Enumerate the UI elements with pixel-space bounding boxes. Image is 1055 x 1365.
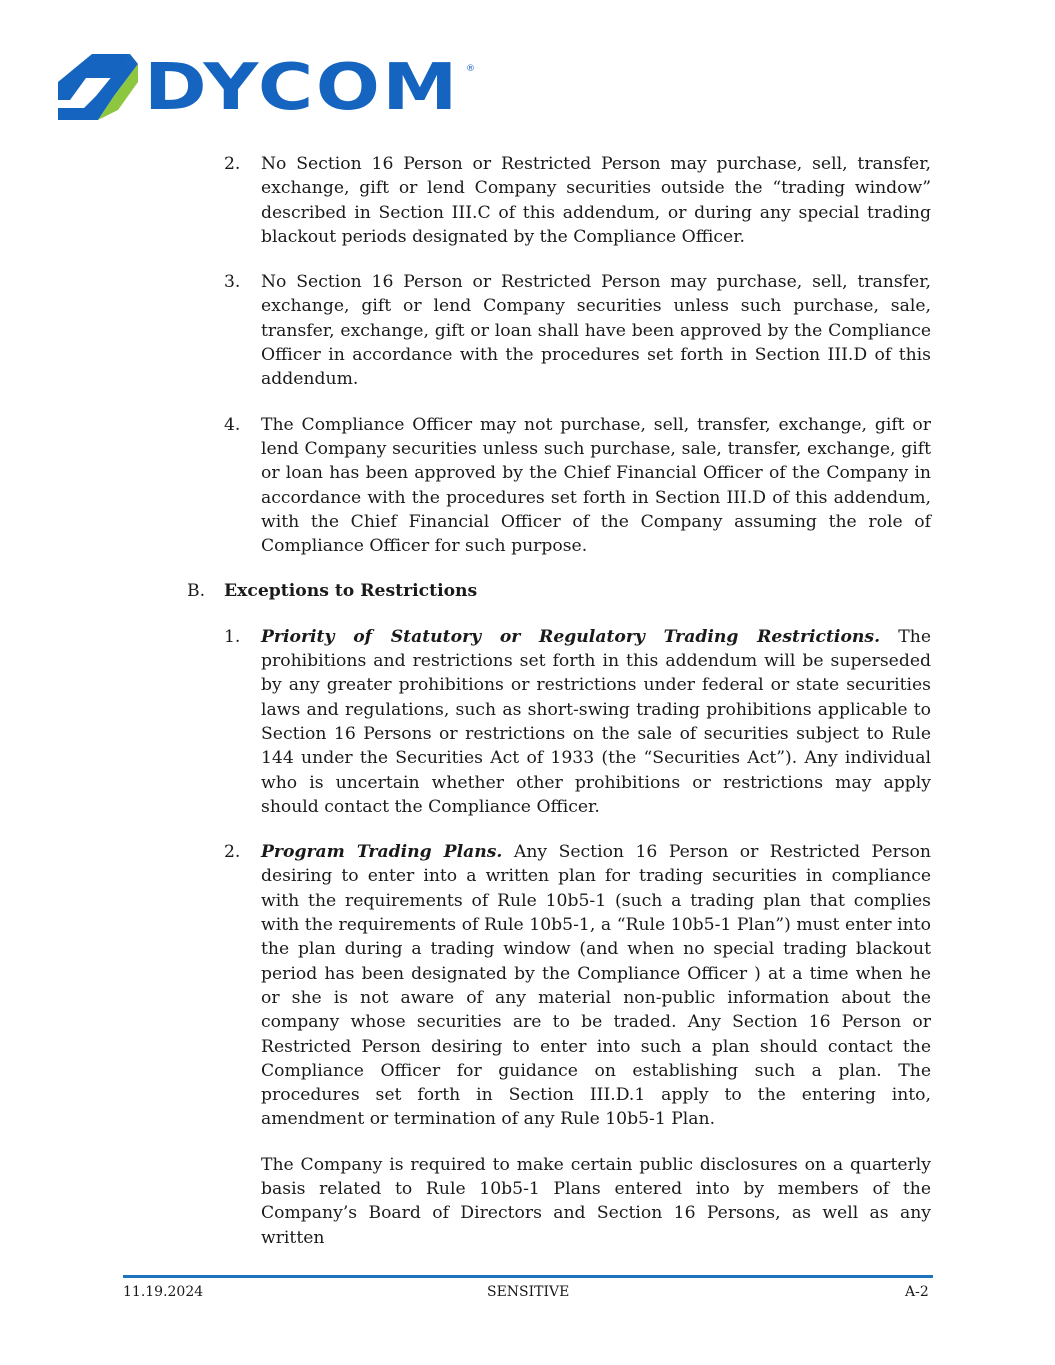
list-item-body: Any Section 16 Person or Restricted Person desiring to enter into a written plan for trading securities in compliance with the requirements of Rule 10b5-1 (such a trading plan that complies with the requirements of Rule 10b5-1, a “Rule 10b5-1 Plan”) must enter into the plan during a trading window (and when no special trading blackout period has been designated by the Compliance Officer ) at a time when he or she is not aware of any material non-public information about the company whose securities are to be traded. Any Section 16 Person or Restricted Person desiring to enter into such a plan should contact the Compliance Officer for guidance on establishing such a plan. The procedures set forth in Section III.D.1 apply to the entering into, amendment or termination of any Rule 10b5-1 Plan. [261, 842, 931, 1130]
document-body [187, 152, 931, 1250]
list-item-text: No Section 16 Person or Restricted Person may purchase, sell, transfer, exchange, gift or lend Company securities unless such purchase, sale, transfer, exchange, gift or loan shall have been approved by the Compliance Officer in accordance with the procedures set forth in Section III.D of this addendum. [261, 272, 931, 390]
list-item [187, 625, 931, 819]
list-item-number: 1. [224, 626, 241, 647]
list-item-text: No Section 16 Person or Restricted Person may purchase, sell, transfer, exchange, gift or lend Company securities outside the “trading window” described in Section III.C of this addendum, or during any special trading blackout periods designated by the Compliance Officer. [261, 154, 931, 247]
section-title: Exceptions to Restrictions [224, 581, 478, 602]
section-heading [187, 579, 931, 603]
continuation-paragraph: The Company is required to make certain public disclosures on a quarterly basis related to Rule 10b5-1 Plans entered into by members of the Company’s Board of Directors and Section 16 Persons, as well as any written [261, 1154, 931, 1248]
list-item-number: 4. [224, 414, 241, 435]
footer-classification: SENSITIVE [487, 1284, 570, 1300]
dycom-logo-mark-icon [56, 52, 142, 124]
list-item-heading: Priority of Statutory or Regulatory Trading Restrictions. [261, 626, 881, 647]
registered-mark: ® [466, 64, 475, 74]
list-item-number: 2. [224, 842, 241, 863]
list-item-number: 2. [224, 154, 241, 174]
footer-rule [123, 1275, 933, 1278]
list-item [187, 152, 931, 249]
list-item [187, 413, 931, 559]
dycom-logo [56, 52, 476, 124]
list-item-text [261, 840, 931, 1132]
footer-date: 11.19.2024 [123, 1284, 204, 1300]
list-item-heading: Program Trading Plans. [261, 842, 503, 863]
list-item-body: The prohibitions and restrictions set forth in this addendum will be superseded by any greater prohibitions or restrictions under federal or state securities laws and regulations, such as short-swing trading prohibitions applicable to Section 16 Persons or restrictions on the sale of securities subject to Rule 144 under the Securities Act of 1933 (the “Securities Act”). Any individual who is uncertain whether other prohibitions or restrictions may apply should contact the Compliance Officer. [261, 626, 931, 817]
list-item-text: The Compliance Officer may not purchase, sell, transfer, exchange, gift or lend Company securities unless such purchase, sale, transfer, exchange, gift or loan has been approved by the Chief Financial Officer of the Company in accordance with the procedures set forth in Section III.D of this addendum, with the Chief Financial Officer of the Company assuming the role of Compliance Officer for such purpose. [261, 414, 931, 557]
footer-page-number: A-2 [905, 1284, 929, 1300]
logo-wordmark: DYCOM [144, 51, 460, 125]
list-item-number: 3. [224, 272, 241, 293]
list-item [187, 270, 931, 391]
section-letter: B. [187, 581, 206, 602]
list-item [187, 840, 931, 1132]
list-item-text [261, 625, 931, 819]
